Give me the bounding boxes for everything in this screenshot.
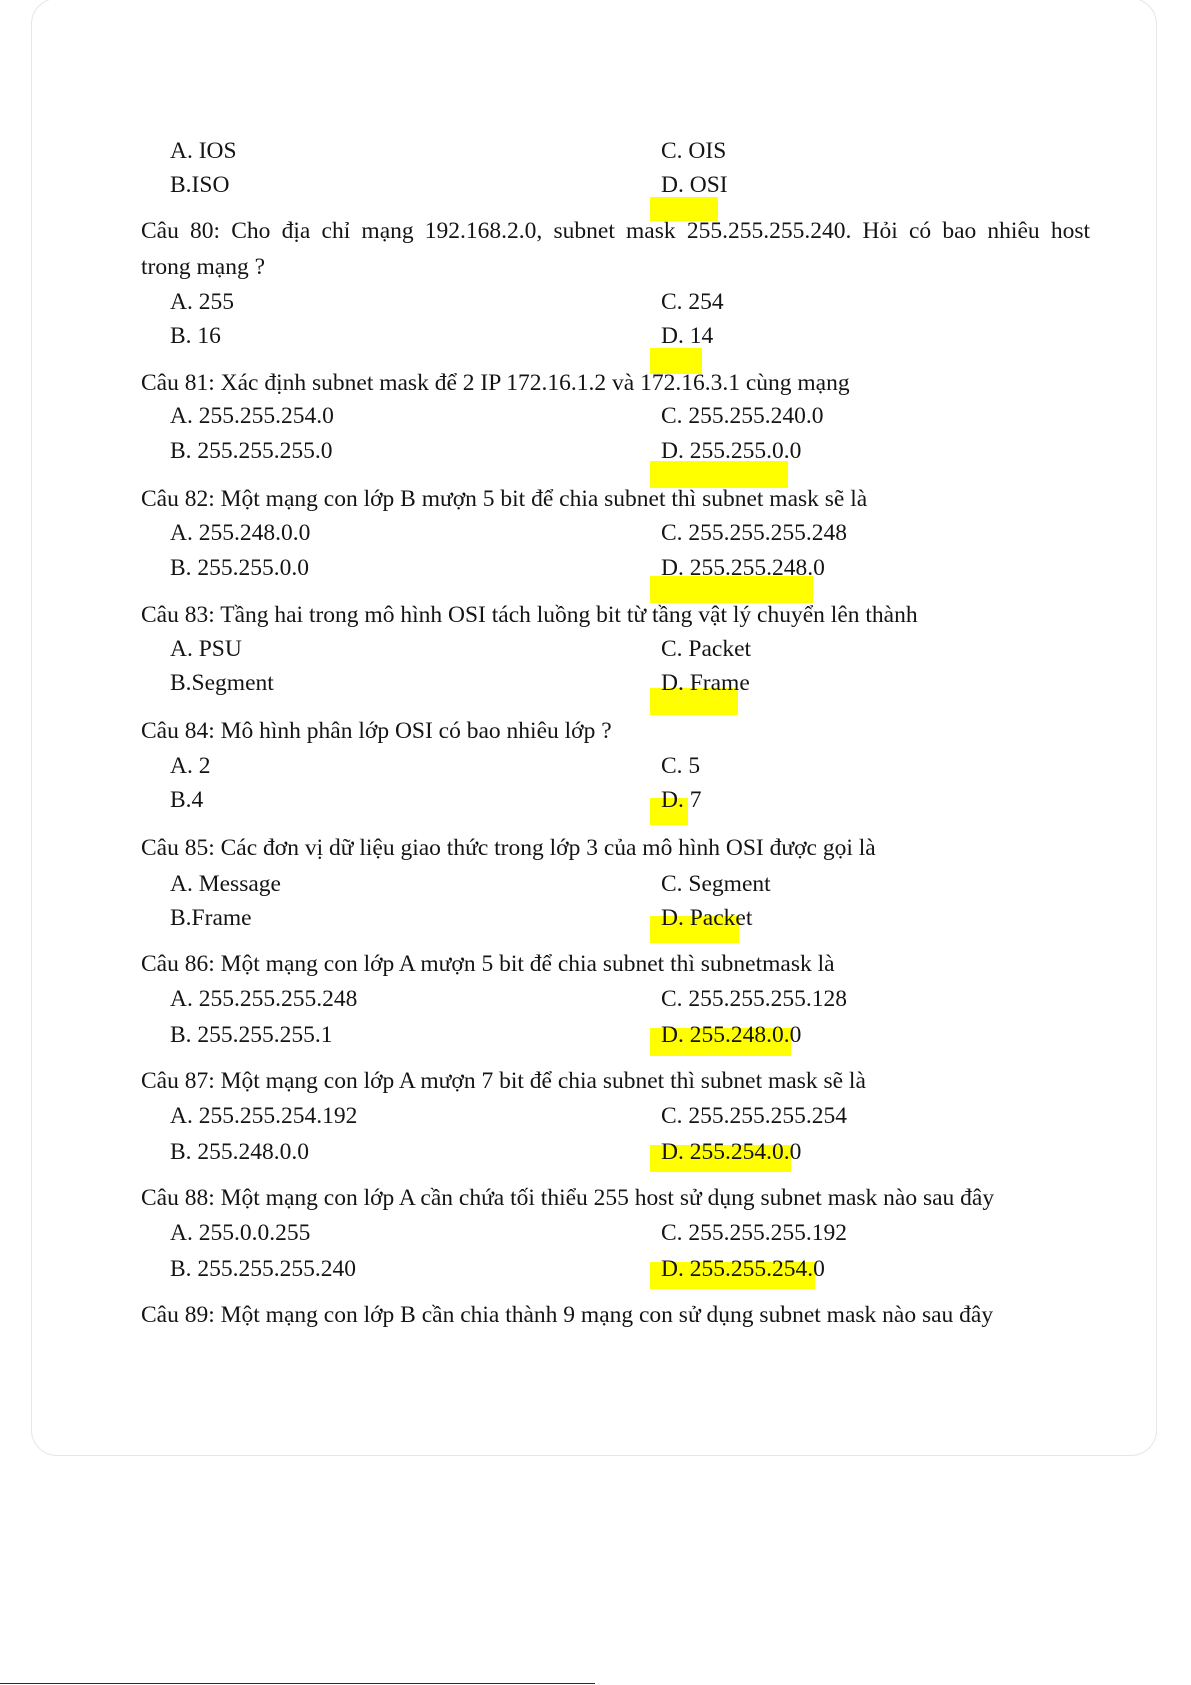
option-d: D. 14 — [661, 323, 714, 349]
option-c: C. Segment — [661, 871, 771, 897]
option-c: C. 255.255.255.248 — [661, 520, 848, 546]
option-d: D. Packet — [661, 905, 753, 931]
option-b: B. 255.255.255.1 — [170, 1022, 333, 1048]
option-c: C. 5 — [661, 753, 701, 779]
question-86: Câu 86: Một mạng con lớp A mượn 5 bit để chia subnet thì subnetmask là — [141, 951, 835, 977]
option-d: D. 7 — [661, 787, 702, 813]
option-a: A. IOS — [170, 138, 237, 164]
option-b: B. 255.255.0.0 — [170, 555, 310, 581]
option-a: A. 2 — [170, 753, 211, 779]
option-a: A. PSU — [170, 636, 242, 662]
option-c: C. Packet — [661, 636, 752, 662]
option-c: C. 255.255.240.0 — [661, 403, 824, 429]
option-d: D. 255.254.0.0 — [661, 1139, 802, 1165]
option-a: A. 255 — [170, 289, 234, 315]
option-c: C. 254 — [661, 289, 724, 315]
option-d: D. OSI — [661, 172, 728, 198]
option-d: D. 255.255.0.0 — [661, 438, 802, 464]
question-80: Câu 80: Cho địa chỉ mạng 192.168.2.0, subnet mask 255.255.255.240. Hỏi có bao nhiêu host — [141, 218, 1090, 244]
question-83: Câu 83: Tầng hai trong mô hình OSI tách luồng bit từ tầng vật lý chuyển lên thành — [141, 602, 918, 628]
question-87: Câu 87: Một mạng con lớp A mượn 7 bit để chia subnet thì subnet mask sẽ là — [141, 1068, 866, 1094]
option-a: A. 255.255.255.248 — [170, 986, 358, 1012]
option-c: C. 255.255.255.254 — [661, 1103, 848, 1129]
question-89: Câu 89: Một mạng con lớp B cần chia thành 9 mạng con sử dụng subnet mask nào sau đây — [141, 1302, 994, 1328]
question-80-cont: trong mạng ? — [141, 254, 265, 280]
question-85: Câu 85: Các đơn vị dữ liệu giao thức trong lớp 3 của mô hình OSI được gọi là — [141, 835, 876, 861]
option-d: D. 255.248.0.0 — [661, 1022, 802, 1048]
option-a: A. 255.0.0.255 — [170, 1220, 311, 1246]
question-82: Câu 82: Một mạng con lớp B mượn 5 bit để chia subnet thì subnet mask sẽ là — [141, 486, 868, 512]
option-b: B.4 — [170, 787, 204, 813]
question-81: Câu 81: Xác định subnet mask để 2 IP 172.16.1.2 và 172.16.3.1 cùng mạng — [141, 370, 850, 396]
option-c: C. OIS — [661, 138, 727, 164]
question-88: Câu 88: Một mạng con lớp A cần chứa tối thiểu 255 host sử dụng subnet mask nào sau đây — [141, 1185, 995, 1211]
option-b: B. 255.248.0.0 — [170, 1139, 310, 1165]
option-b: B. 255.255.255.0 — [170, 438, 333, 464]
option-b: B. 255.255.255.240 — [170, 1256, 357, 1282]
option-d: D. Frame — [661, 670, 750, 696]
option-c: C. 255.255.255.128 — [661, 986, 848, 1012]
option-d: D. 255.255.248.0 — [661, 555, 825, 581]
bottom-rule — [0, 1683, 595, 1684]
option-a: A. 255.255.254.0 — [170, 403, 334, 429]
question-84: Câu 84: Mô hình phân lớp OSI có bao nhiêu lớp ? — [141, 718, 612, 744]
option-a: A. 255.248.0.0 — [170, 520, 311, 546]
option-b: B.Frame — [170, 905, 252, 931]
option-c: C. 255.255.255.192 — [661, 1220, 848, 1246]
option-b: B.Segment — [170, 670, 274, 696]
option-d: D. 255.255.254.0 — [661, 1256, 825, 1282]
option-b: B.ISO — [170, 172, 230, 198]
option-b: B. 16 — [170, 323, 221, 349]
option-a: A. Message — [170, 871, 281, 897]
option-a: A. 255.255.254.192 — [170, 1103, 358, 1129]
